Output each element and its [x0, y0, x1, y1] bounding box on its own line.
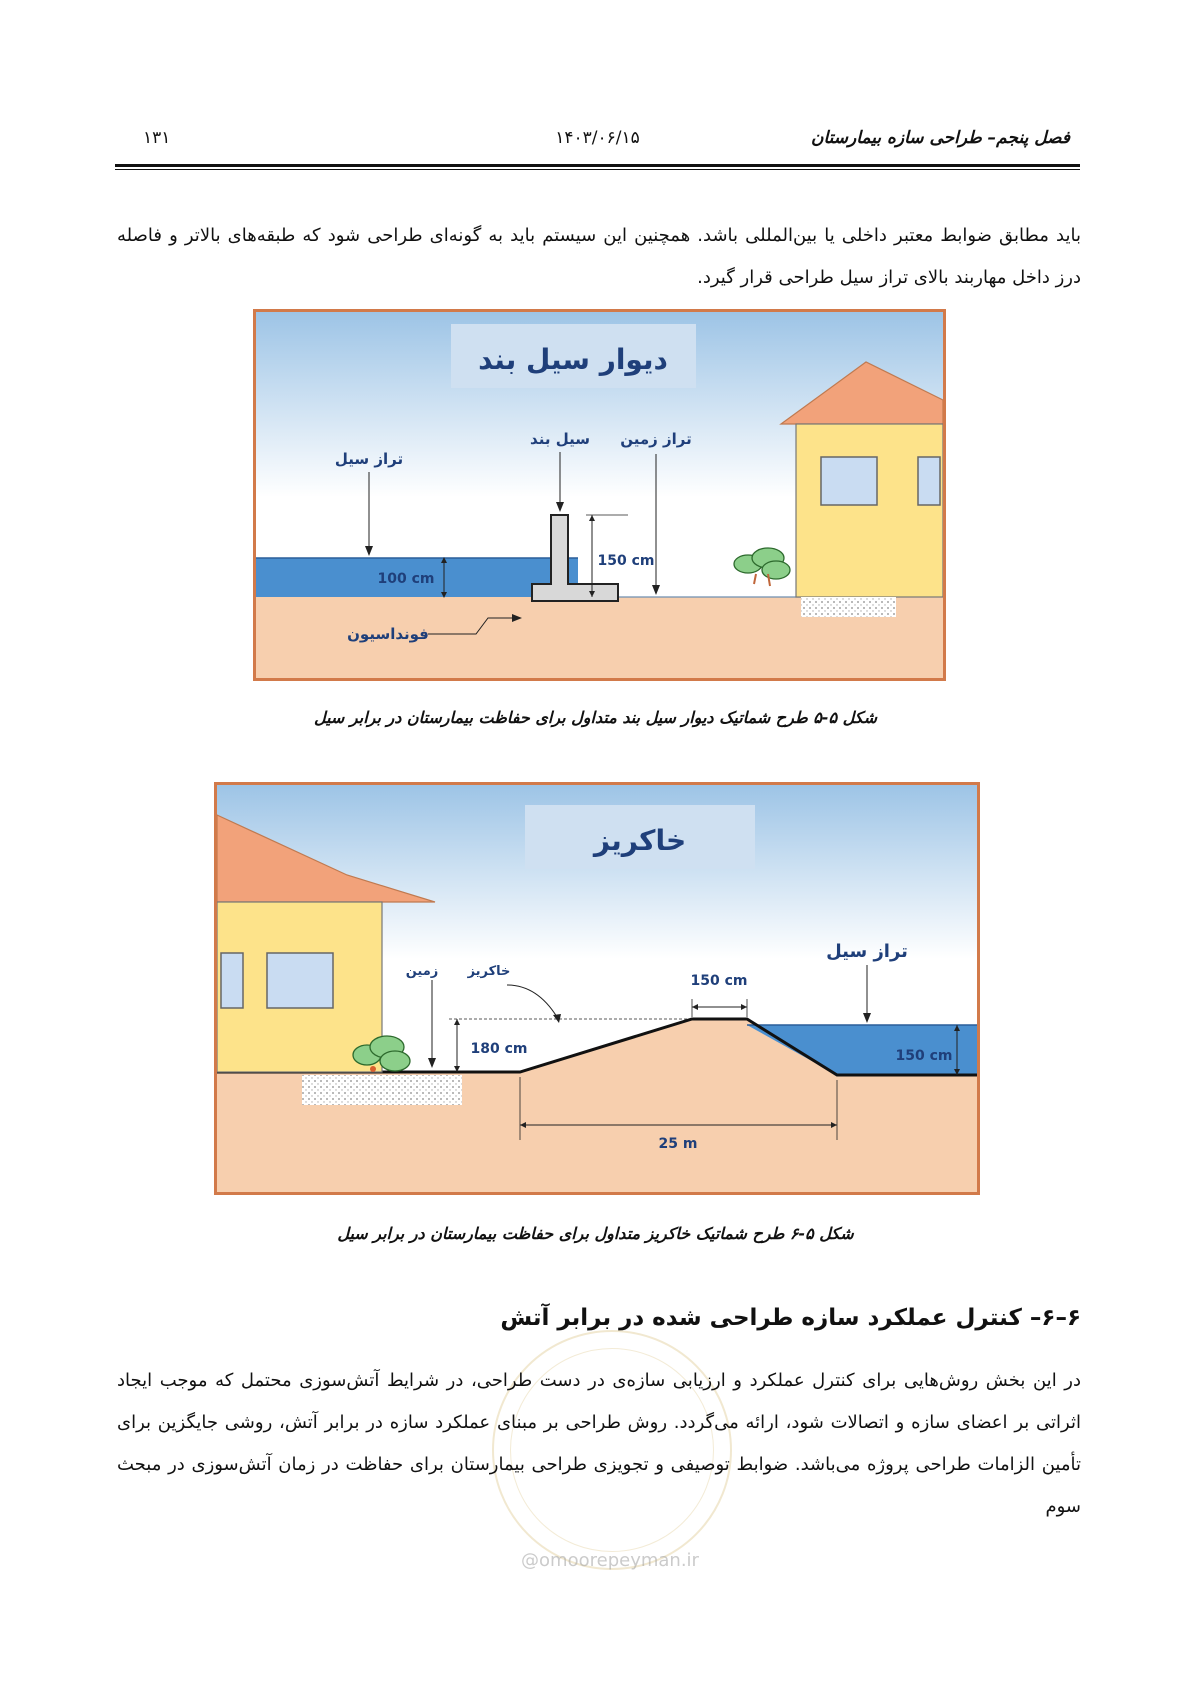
dim-base-label: 25 m [658, 1136, 698, 1152]
label-flood-level: تراز سیل [826, 941, 908, 962]
house-foundation-gravel [801, 597, 896, 617]
label-ground-level: تراز زمین [620, 430, 692, 448]
figure-levee [214, 782, 980, 1195]
house-foundation-gravel [302, 1075, 462, 1105]
levee-diagram [217, 785, 977, 1192]
dim-water-label: 100 cm [377, 571, 435, 587]
chapter-title: فصل پنجم– طراحی سازه بیمارستان [810, 128, 1070, 148]
label-levee: خاکریز [467, 964, 511, 979]
label-foundation: فونداسیون [347, 625, 429, 643]
section-heading: ۶–۶– کنترل عملکرد سازه طراحی شده در برابر آتش [500, 1305, 1081, 1331]
house-wall [796, 424, 943, 597]
watermark-text: @omoorepeyman.ir [521, 1550, 699, 1571]
intro-paragraph: باید مطابق ضوابط معتبر داخلی یا بین‌المللی باشد. همچنین این سیستم باید به گونه‌ای طراحی شود که طبقه‌های بالاتر و فاصله درز داخل مهاربند بالای تراز سیل طراحی قرار گیرد. [117, 225, 1081, 288]
page-header [115, 128, 1080, 152]
page-number: ۱۳۱ [143, 128, 171, 148]
dim-height-label: 180 cm [470, 1041, 528, 1057]
header-rule-thick [115, 164, 1080, 167]
house-window [821, 457, 877, 505]
figure1-caption: شکل ۵-۵ طرح شماتیک دیوار سیل بند متداول برای حفاظت بیمارستان در برابر سیل [313, 708, 878, 727]
dim-top-label: 150 cm [690, 973, 748, 989]
section-paragraph: در این بخش روش‌هایی برای کنترل عملکرد و ارزیابی سازه‌ی در دست طراحی، در شرایط آتش‌سوزی محتمل که موجب ایجاد اثراتی بر اعضای سازه و اتصالات شود، ارائه می‌گردد. روش طراحی بر مبنای عملکرد سازه در برابر آتش، روشی جایگزین برای تأمین الزامات طراحی پروژه می‌باشد. ضوابط توصیفی و تجویزی طراحی بیمارستان برای حفاظت در زمان آتش‌سوزی در مبحث سوم [117, 1370, 1081, 1517]
figure1-title: دیوار سیل بند [478, 343, 668, 376]
figure2-caption: شکل ۵-۶ طرح شماتیک خاکریز متداول برای حفاظت بیمارستان در برابر سیل [337, 1224, 854, 1243]
floodwall-diagram [256, 312, 943, 678]
label-floodwall: سیل بند [530, 430, 590, 448]
label-flood-level: تراز سیل [334, 450, 404, 468]
header-date: ۱۴۰۳/۰۶/۱۵ [555, 128, 640, 148]
figure-floodwall [253, 309, 946, 681]
house-window-2 [918, 457, 940, 505]
label-ground: زمین [405, 964, 439, 979]
house-window [267, 953, 333, 1008]
header-rule-thin [115, 169, 1080, 170]
dim-wall-label: 150 cm [597, 553, 655, 569]
figure2-title: خاکریز [593, 824, 687, 857]
dim-water-label: 150 cm [895, 1048, 953, 1064]
house-window-2 [221, 953, 243, 1008]
